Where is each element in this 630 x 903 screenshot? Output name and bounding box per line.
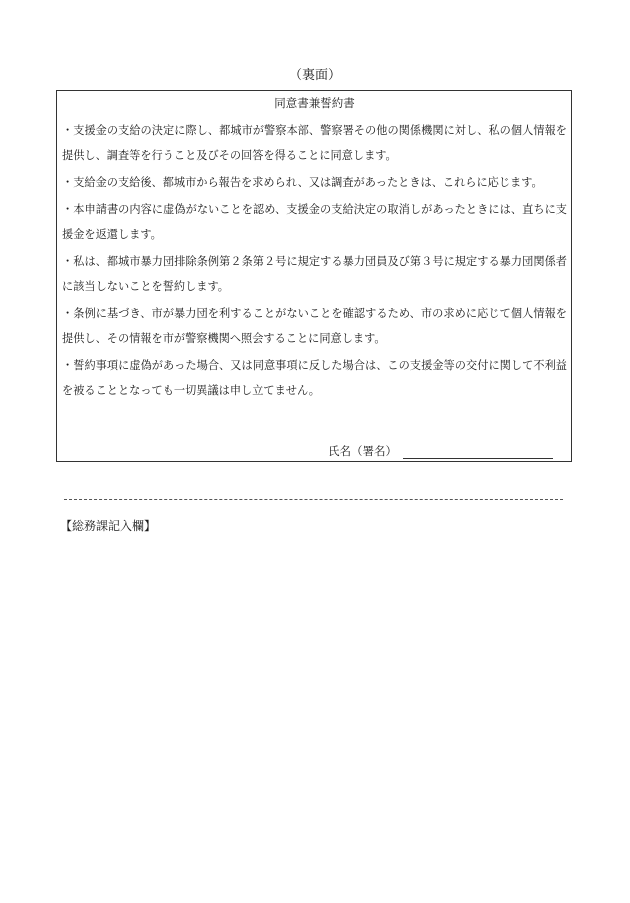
clause-item: ・私は、都城市暴力団排除条例第２条第２号に規定する暴力団員及び第３号に規定する暴力団関係者に該当しないことを誓約します。 <box>62 255 567 293</box>
signature-row <box>328 443 553 459</box>
consent-pledge-box <box>56 90 572 462</box>
signature-field[interactable] <box>403 446 553 459</box>
clause-item: ・条例に基づき、市が暴力団を利することがないことを確認するため、市の求めに応じて個人情報を提供し、その情報を市が警察機関へ照会することに同意します。 <box>62 307 567 345</box>
clause-item: ・支援金の支給の決定に際し、都城市が警察本部、警察署その他の関係機関に対し、私の個人情報を提供し、調査等を行うこと及びその回答を得ることに同意します。 <box>62 124 567 162</box>
clause-item: ・支給金の支給後、都城市から報告を求められ、又は調査があったときは、これらに応じます。 <box>62 176 543 189</box>
clause-item: ・誓約事項に虚偽があった場合、又は同意事項に反した場合は、この支援金等の交付に関して不利益を被ることとなっても一切異議は申し立てません。 <box>62 359 567 397</box>
page-side-label: （裏面） <box>288 68 341 83</box>
office-use-section-label: 【総務課記入欄】 <box>60 519 157 533</box>
cut-separator-line <box>64 499 563 500</box>
consent-form-title: 同意書兼誓約書 <box>274 96 355 110</box>
signature-label: 氏名（署名） <box>328 444 397 458</box>
clause-list <box>62 118 567 403</box>
clause-item: ・本申請書の内容に虚偽がないことを認め、支援金の支給決定の取消しがあったときには、直ちに支援金を返還します。 <box>62 203 567 241</box>
